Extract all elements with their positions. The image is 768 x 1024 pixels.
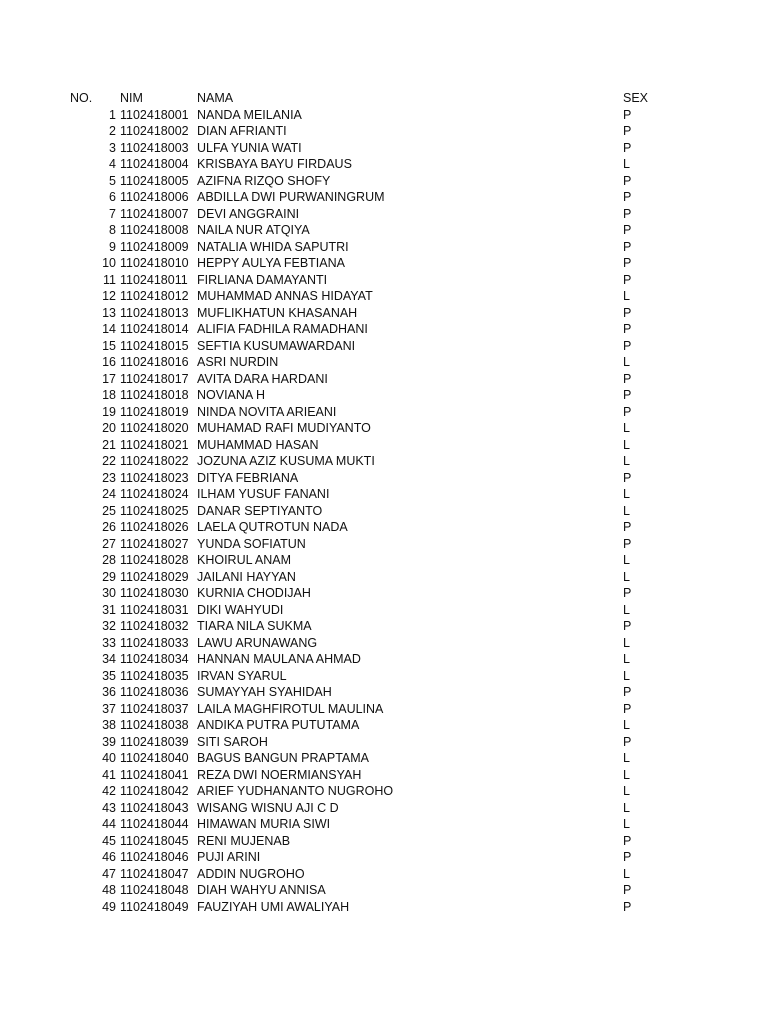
cell-no: 44 <box>102 817 116 831</box>
table-row <box>0 107 768 124</box>
cell-no: 37 <box>102 701 116 716</box>
cell-nim: 1102418048 <box>120 883 189 897</box>
cell-no: 16 <box>102 355 116 369</box>
table-row <box>0 783 768 800</box>
cell-nama: KURNIA CHODIJAH <box>197 586 311 600</box>
cell-no: 7 <box>109 206 116 221</box>
cell-no: 3 <box>109 140 116 155</box>
table-row <box>0 371 768 388</box>
cell-nama: WISANG WISNU AJI C D <box>197 800 339 815</box>
cell-nama: SITI SAROH <box>197 734 268 749</box>
cell-nim: 1102418011 <box>120 272 188 287</box>
cell-no: 14 <box>102 322 116 336</box>
cell-nim: 1102418032 <box>120 619 189 633</box>
cell-sex: P <box>623 388 632 402</box>
cell-nim: 1102418016 <box>120 355 189 369</box>
cell-nim: 1102418037 <box>120 701 189 716</box>
cell-nama: KHOIRUL ANAM <box>197 553 292 567</box>
cell-nim: 1102418042 <box>120 784 189 798</box>
cell-nama: TIARA NILA SUKMA <box>197 619 312 633</box>
table-row <box>0 849 768 866</box>
cell-sex: L <box>623 866 630 881</box>
cell-no: 15 <box>102 338 116 353</box>
cell-no: 11 <box>103 272 116 287</box>
cell-sex: P <box>623 883 632 897</box>
cell-no: 46 <box>102 850 116 864</box>
cell-nim: 1102418007 <box>120 206 189 221</box>
cell-sex: P <box>623 520 632 534</box>
cell-nim: 1102418018 <box>120 388 189 402</box>
cell-nama: NAILA NUR ATQIYA <box>197 223 310 237</box>
cell-nama: HEPPY AULYA FEBTIANA <box>197 256 345 270</box>
cell-nim: 1102418022 <box>120 454 189 468</box>
table-row <box>0 618 768 635</box>
cell-no: 49 <box>102 899 116 914</box>
cell-sex: L <box>623 668 630 683</box>
cell-nama: BAGUS BANGUN PRAPTAMA <box>197 751 370 765</box>
table-row <box>0 701 768 718</box>
cell-sex: P <box>623 371 632 386</box>
cell-no: 4 <box>109 157 116 171</box>
cell-nim: 1102418035 <box>120 668 189 683</box>
cell-sex: P <box>623 140 632 155</box>
cell-nim: 1102418031 <box>120 602 189 617</box>
cell-nama: DEVI ANGGRAINI <box>197 206 300 221</box>
cell-sex: L <box>623 487 630 501</box>
cell-nama: SEFTIA KUSUMAWARDANI <box>197 338 356 353</box>
table-row <box>0 635 768 652</box>
cell-sex: L <box>623 784 630 798</box>
table-row <box>0 338 768 355</box>
cell-no: 23 <box>102 470 116 485</box>
student-list-table <box>0 90 768 915</box>
cell-nama: ARIEF YUDHANANTO NUGROHO <box>197 784 394 798</box>
cell-sex: P <box>623 701 632 716</box>
table-row <box>0 437 768 454</box>
cell-nim: 1102418002 <box>120 124 189 138</box>
table-row <box>0 453 768 470</box>
cell-nama: HANNAN MAULANA AHMAD <box>197 652 361 666</box>
cell-sex: P <box>623 206 632 221</box>
cell-sex: L <box>623 718 630 732</box>
cell-nim: 1102418014 <box>120 322 189 336</box>
cell-sex: P <box>623 223 632 237</box>
cell-nama: ALIFIA FADHILA RAMADHANI <box>197 322 368 336</box>
table-row <box>0 288 768 305</box>
cell-nama: ULFA YUNIA WATI <box>197 140 302 155</box>
cell-nama: IRVAN SYARUL <box>197 668 287 683</box>
cell-sex: P <box>623 124 632 138</box>
cell-sex: L <box>623 421 630 435</box>
table-row <box>0 651 768 668</box>
cell-sex: P <box>623 190 632 204</box>
cell-nim: 1102418004 <box>120 157 189 171</box>
cell-sex: P <box>623 833 632 848</box>
cell-no: 29 <box>102 569 116 584</box>
cell-no: 39 <box>102 734 116 749</box>
cell-no: 28 <box>102 553 116 567</box>
cell-nim: 1102418017 <box>120 371 189 386</box>
cell-nama: JAILANI HAYYAN <box>197 569 296 584</box>
cell-sex: L <box>623 652 630 666</box>
cell-sex: L <box>623 454 630 468</box>
cell-no: 43 <box>102 800 116 815</box>
cell-no: 1 <box>109 107 116 122</box>
cell-nama: ANDIKA PUTRA PUTUTAMA <box>197 718 360 732</box>
table-row <box>0 239 768 256</box>
table-row <box>0 156 768 173</box>
cell-sex: L <box>623 602 630 617</box>
cell-no: 48 <box>102 883 116 897</box>
cell-nama: JOZUNA AZIZ KUSUMA MUKTI <box>197 454 375 468</box>
cell-sex: P <box>623 338 632 353</box>
table-row <box>0 123 768 140</box>
cell-no: 30 <box>102 586 116 600</box>
table-row <box>0 387 768 404</box>
cell-sex: P <box>623 173 632 188</box>
cell-no: 47 <box>102 866 116 881</box>
cell-nim: 1102418013 <box>120 305 189 320</box>
cell-no: 45 <box>102 833 116 848</box>
cell-nim: 1102418021 <box>120 437 189 452</box>
table-row <box>0 321 768 338</box>
cell-nama: DIAH WAHYU ANNISA <box>197 883 326 897</box>
cell-nim: 1102418009 <box>120 239 189 254</box>
cell-nama: KRISBAYA BAYU FIRDAUS <box>197 157 352 171</box>
cell-nama: REZA DWI NOERMIANSYAH <box>197 767 362 782</box>
table-row <box>0 899 768 916</box>
cell-nama: DIAN AFRIANTI <box>197 124 287 138</box>
cell-nama: MUHAMMAD HASAN <box>197 437 319 452</box>
cell-sex: P <box>623 536 632 551</box>
cell-nim: 1102418036 <box>120 685 189 699</box>
table-row <box>0 569 768 586</box>
cell-nim: 1102418040 <box>120 751 189 765</box>
table-row <box>0 668 768 685</box>
cell-sex: P <box>623 734 632 749</box>
table-row <box>0 404 768 421</box>
cell-sex: L <box>623 157 630 171</box>
cell-sex: L <box>623 289 630 303</box>
table-row <box>0 470 768 487</box>
table-row <box>0 717 768 734</box>
cell-no: 31 <box>102 602 116 617</box>
cell-nama: MUFLIKHATUN KHASANAH <box>197 305 358 320</box>
cell-nim: 1102418043 <box>120 800 189 815</box>
table-row <box>0 354 768 371</box>
cell-nim: 1102418030 <box>120 586 189 600</box>
cell-nim: 1102418044 <box>120 817 189 831</box>
cell-sex: L <box>623 569 630 584</box>
cell-no: 25 <box>102 503 116 518</box>
table-row <box>0 734 768 751</box>
cell-sex: L <box>623 437 630 452</box>
cell-nim: 1102418012 <box>120 289 189 303</box>
table-row <box>0 189 768 206</box>
cell-no: 10 <box>102 256 116 270</box>
cell-sex: P <box>623 470 632 485</box>
cell-no: 38 <box>102 718 116 732</box>
cell-nama: FIRLIANA DAMAYANTI <box>197 272 328 287</box>
cell-nim: 1102418008 <box>120 223 189 237</box>
cell-nama: NATALIA WHIDA SAPUTRI <box>197 239 349 254</box>
table-row <box>0 585 768 602</box>
table-row <box>0 486 768 503</box>
table-row <box>0 750 768 767</box>
cell-nama: SUMAYYAH SYAHIDAH <box>197 685 332 699</box>
cell-sex: P <box>623 619 632 633</box>
cell-sex: P <box>623 899 632 914</box>
cell-sex: L <box>623 767 630 782</box>
cell-no: 9 <box>109 239 116 254</box>
table-row <box>0 503 768 520</box>
table-row <box>0 519 768 536</box>
header-sex: SEX <box>623 91 649 105</box>
cell-nama: PUJI ARINI <box>197 850 261 864</box>
cell-nama: DANAR SEPTIYANTO <box>197 503 323 518</box>
cell-no: 20 <box>102 421 116 435</box>
table-row <box>0 866 768 883</box>
cell-sex: L <box>623 635 630 650</box>
table-row <box>0 800 768 817</box>
cell-nim: 1102418001 <box>120 107 189 122</box>
cell-sex: L <box>623 817 630 831</box>
cell-nim: 1102418023 <box>120 470 189 485</box>
cell-nim: 1102418045 <box>120 833 189 848</box>
header-nama: NAMA <box>197 91 234 105</box>
table-row <box>0 140 768 157</box>
cell-nama: RENI MUJENAB <box>197 833 291 848</box>
cell-sex: P <box>623 850 632 864</box>
cell-nim: 1102418005 <box>120 173 189 188</box>
table-row <box>0 536 768 553</box>
cell-nim: 1102418041 <box>120 767 189 782</box>
table-row <box>0 767 768 784</box>
cell-nim: 1102418038 <box>120 718 189 732</box>
table-row <box>0 420 768 437</box>
table-row <box>0 882 768 899</box>
cell-sex: P <box>623 305 632 320</box>
table-row <box>0 305 768 322</box>
cell-nim: 1102418019 <box>120 404 189 419</box>
cell-sex: P <box>623 404 632 419</box>
cell-nim: 1102418027 <box>120 536 189 551</box>
cell-nama: MUHAMMAD ANNAS HIDAYAT <box>197 289 373 303</box>
cell-nama: ADDIN NUGROHO <box>197 866 305 881</box>
cell-nim: 1102418029 <box>120 569 189 584</box>
cell-no: 12 <box>102 289 116 303</box>
cell-nama: DIKI WAHYUDI <box>197 602 284 617</box>
cell-nim: 1102418049 <box>120 899 189 914</box>
cell-no: 32 <box>102 619 116 633</box>
cell-no: 17 <box>102 371 116 386</box>
cell-nama: LAILA MAGHFIROTUL MAULINA <box>197 701 384 716</box>
cell-nama: ASRI NURDIN <box>197 355 279 369</box>
cell-sex: P <box>623 239 632 254</box>
cell-no: 34 <box>102 652 116 666</box>
cell-no: 26 <box>102 520 116 534</box>
cell-nim: 1102418006 <box>120 190 189 204</box>
cell-nim: 1102418034 <box>120 652 189 666</box>
cell-no: 33 <box>102 635 116 650</box>
cell-nama: LAWU ARUNAWANG <box>197 635 318 650</box>
cell-nim: 1102418025 <box>120 503 189 518</box>
cell-no: 35 <box>102 668 116 683</box>
cell-nama: YUNDA SOFIATUN <box>197 536 306 551</box>
cell-nama: NINDA NOVITA ARIEANI <box>197 404 337 419</box>
cell-nama: HIMAWAN MURIA SIWI <box>197 817 331 831</box>
table-row <box>0 684 768 701</box>
cell-no: 22 <box>102 454 116 468</box>
cell-no: 27 <box>102 536 116 551</box>
cell-no: 2 <box>109 124 116 138</box>
cell-no: 36 <box>102 685 116 699</box>
cell-sex: L <box>623 503 630 518</box>
table-row <box>0 816 768 833</box>
table-row <box>0 602 768 619</box>
cell-nama: AZIFNA RIZQO SHOFY <box>197 173 331 188</box>
cell-nim: 1102418028 <box>120 553 189 567</box>
cell-sex: P <box>623 322 632 336</box>
cell-nama: FAUZIYAH UMI AWALIYAH <box>197 899 350 914</box>
cell-sex: P <box>623 272 632 287</box>
cell-nim: 1102418010 <box>120 256 189 270</box>
table-row <box>0 833 768 850</box>
cell-nim: 1102418033 <box>120 635 189 650</box>
header-no: NO. <box>70 91 93 105</box>
cell-nim: 1102418020 <box>120 421 189 435</box>
cell-sex: L <box>623 355 630 369</box>
cell-nim: 1102418039 <box>120 734 189 749</box>
cell-nama: ILHAM YUSUF FANANI <box>197 487 330 501</box>
cell-nama: NANDA MEILANIA <box>197 107 302 122</box>
cell-no: 42 <box>102 784 116 798</box>
table-row <box>0 222 768 239</box>
table-row <box>0 206 768 223</box>
table-header-row <box>0 90 768 107</box>
cell-nama: DITYA FEBRIANA <box>197 470 299 485</box>
cell-sex: P <box>623 256 632 270</box>
cell-no: 19 <box>102 404 116 419</box>
table-row <box>0 552 768 569</box>
cell-nim: 1102418015 <box>120 338 189 353</box>
cell-sex: L <box>623 800 630 815</box>
cell-sex: L <box>623 751 630 765</box>
table-row <box>0 173 768 190</box>
cell-nama: NOVIANA H <box>197 388 266 402</box>
cell-nama: ABDILLA DWI PURWANINGRUM <box>197 190 385 204</box>
cell-no: 41 <box>102 767 116 782</box>
cell-nim: 1102418024 <box>120 487 189 501</box>
cell-no: 8 <box>109 223 116 237</box>
header-nim: NIM <box>120 91 143 105</box>
cell-no: 6 <box>109 190 116 204</box>
cell-nim: 1102418003 <box>120 140 189 155</box>
cell-sex: P <box>623 685 632 699</box>
cell-no: 24 <box>102 487 116 501</box>
cell-nama: MUHAMAD RAFI MUDIYANTO <box>197 421 371 435</box>
cell-no: 21 <box>102 437 116 452</box>
cell-nim: 1102418046 <box>120 850 189 864</box>
cell-nim: 1102418026 <box>120 520 189 534</box>
cell-no: 13 <box>102 305 116 320</box>
cell-sex: P <box>623 586 632 600</box>
cell-no: 5 <box>109 173 116 188</box>
cell-sex: L <box>623 553 630 567</box>
table-row <box>0 255 768 272</box>
cell-sex: P <box>623 107 632 122</box>
cell-no: 18 <box>102 388 116 402</box>
table-row <box>0 272 768 289</box>
table-body <box>0 107 768 916</box>
cell-nama: LAELA QUTROTUN NADA <box>197 520 348 534</box>
cell-nim: 1102418047 <box>120 866 189 881</box>
cell-no: 40 <box>102 751 116 765</box>
cell-nama: AVITA DARA HARDANI <box>197 371 328 386</box>
